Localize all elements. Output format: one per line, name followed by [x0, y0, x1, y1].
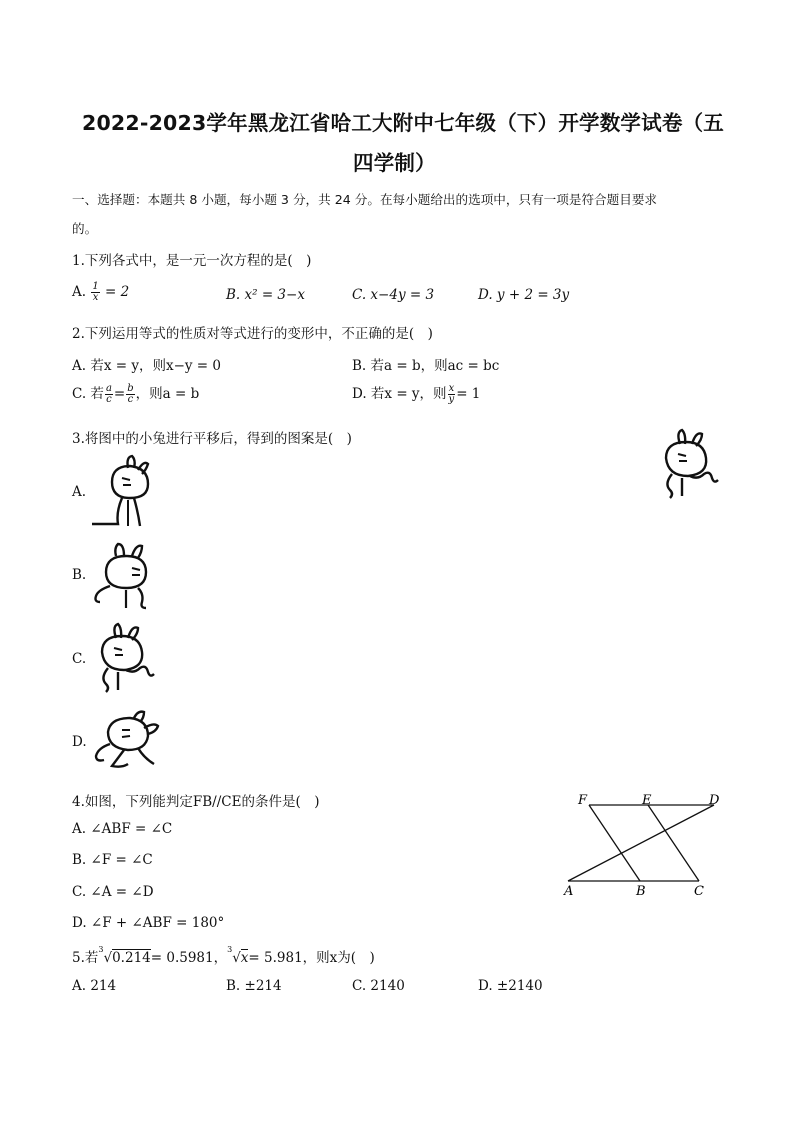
question-3-option-d-label[interactable]: D. — [72, 734, 87, 750]
rabbit-option-b-icon[interactable] — [88, 540, 158, 612]
fraction-denominator: y — [448, 394, 455, 405]
question-4-option-b[interactable]: B. ∠F = ∠C — [72, 852, 153, 868]
question-2-option-b[interactable]: B. 若a = b，则ac = bc — [352, 358, 500, 374]
question-4-stem: 4.如图，下列能判定FB//CE的条件是( ) — [72, 794, 320, 810]
question-2-option-a[interactable]: A. 若x = y，则x−y = 0 — [72, 358, 222, 374]
fraction-x-over-y — [448, 384, 456, 405]
question-4-figure — [556, 790, 736, 900]
fraction-b-over-c — [126, 384, 134, 405]
stem-prefix: 5.若 — [72, 950, 99, 966]
fraction-numerator: 1 — [92, 281, 99, 292]
fraction-denominator: c — [106, 394, 112, 405]
radical-sign-icon: √ — [103, 950, 113, 966]
question-1-option-d[interactable]: D. y + 2 = 3y — [478, 287, 570, 303]
question-5-option-d[interactable]: D. ±2140 — [478, 978, 543, 994]
cube-root-index-2: 3 — [227, 945, 233, 954]
question-5-stem — [72, 946, 375, 966]
question-2-stem: 2.下列运用等式的性质对等式进行的变形中，不正确的是( ) — [72, 326, 433, 342]
question-3-option-a-label[interactable]: A. — [72, 484, 87, 500]
fraction-a-over-c — [105, 384, 113, 405]
radicand-2: x — [240, 950, 249, 966]
line-FB — [589, 805, 640, 881]
rabbit-option-c-icon[interactable] — [88, 622, 158, 694]
page-title-line1: 2022-2023学年黑龙江省哈工大附中七年级（下）开学数学试卷（五 — [82, 111, 724, 135]
option-c-prefix: C. 若 — [72, 386, 104, 402]
question-4-option-d[interactable]: D. ∠F + ∠ABF = 180° — [72, 915, 225, 931]
label-A: A — [564, 884, 574, 899]
fraction-numerator: b — [127, 383, 134, 394]
label-D: D — [709, 793, 720, 808]
question-3-option-c-label[interactable]: C. — [72, 651, 87, 667]
label-B: B — [636, 884, 646, 899]
question-1-stem: 1.下列各式中，是一元一次方程的是( ) — [72, 253, 312, 269]
label-F: F — [578, 793, 588, 808]
fraction-numerator: x — [448, 383, 455, 394]
label-E: E — [642, 793, 652, 808]
question-1-option-b[interactable]: B. x² = 3−x — [226, 287, 305, 303]
radicand-1: 0.214 — [112, 950, 151, 966]
stem-tail: = 5.981，则x为( ) — [248, 950, 375, 966]
question-1-option-a[interactable] — [72, 282, 129, 303]
question-3-option-b-label[interactable]: B. — [72, 567, 87, 583]
rabbit-option-a-icon[interactable] — [90, 454, 156, 528]
question-5-option-c[interactable]: C. 2140 — [352, 978, 405, 994]
fraction-numerator: a — [105, 383, 112, 394]
option-a-tail: = 2 — [105, 284, 130, 300]
section1-instructions-line1: 一、选择题：本题共 8 小题，每小题 3 分，共 24 分。在每小题给出的选项中，只有一项是符合题目要求 — [72, 192, 658, 207]
option-c-tail: ，则a = b — [135, 386, 200, 402]
fraction-denominator: c — [127, 394, 134, 405]
option-a-label: A. — [72, 284, 87, 300]
label-C: C — [694, 884, 704, 899]
question-3-stem: 3.将图中的小兔进行平移后，得到的图案是( ) — [72, 431, 352, 447]
question-5-option-b[interactable]: B. ±214 — [226, 978, 282, 994]
question-5-option-a[interactable]: A. 214 — [72, 978, 117, 994]
section1-instructions-line2: 的。 — [72, 221, 98, 236]
question-2-option-d[interactable] — [352, 382, 480, 405]
equals-sign: = — [113, 386, 126, 402]
option-d-tail: = 1 — [456, 386, 481, 402]
option-d-prefix: D. 若x = y，则 — [352, 386, 447, 402]
question-1-option-c[interactable]: C. x−4y = 3 — [352, 287, 435, 303]
page-title-line2: 四学制） — [353, 151, 436, 175]
question-2-option-c[interactable] — [72, 382, 199, 405]
question-4-option-c[interactable]: C. ∠A = ∠D — [72, 884, 154, 900]
question-4-option-a[interactable]: A. ∠ABF = ∠C — [72, 821, 173, 837]
rabbit-option-d-icon[interactable] — [88, 708, 162, 774]
stem-mid: = 0.5981， — [150, 950, 228, 966]
rabbit-original-icon — [652, 428, 722, 500]
fraction-1-over-x — [91, 282, 99, 303]
fraction-denominator: x — [92, 292, 99, 303]
radical-sign-icon-2: √ — [232, 950, 241, 966]
cube-root-index: 3 — [98, 945, 104, 954]
